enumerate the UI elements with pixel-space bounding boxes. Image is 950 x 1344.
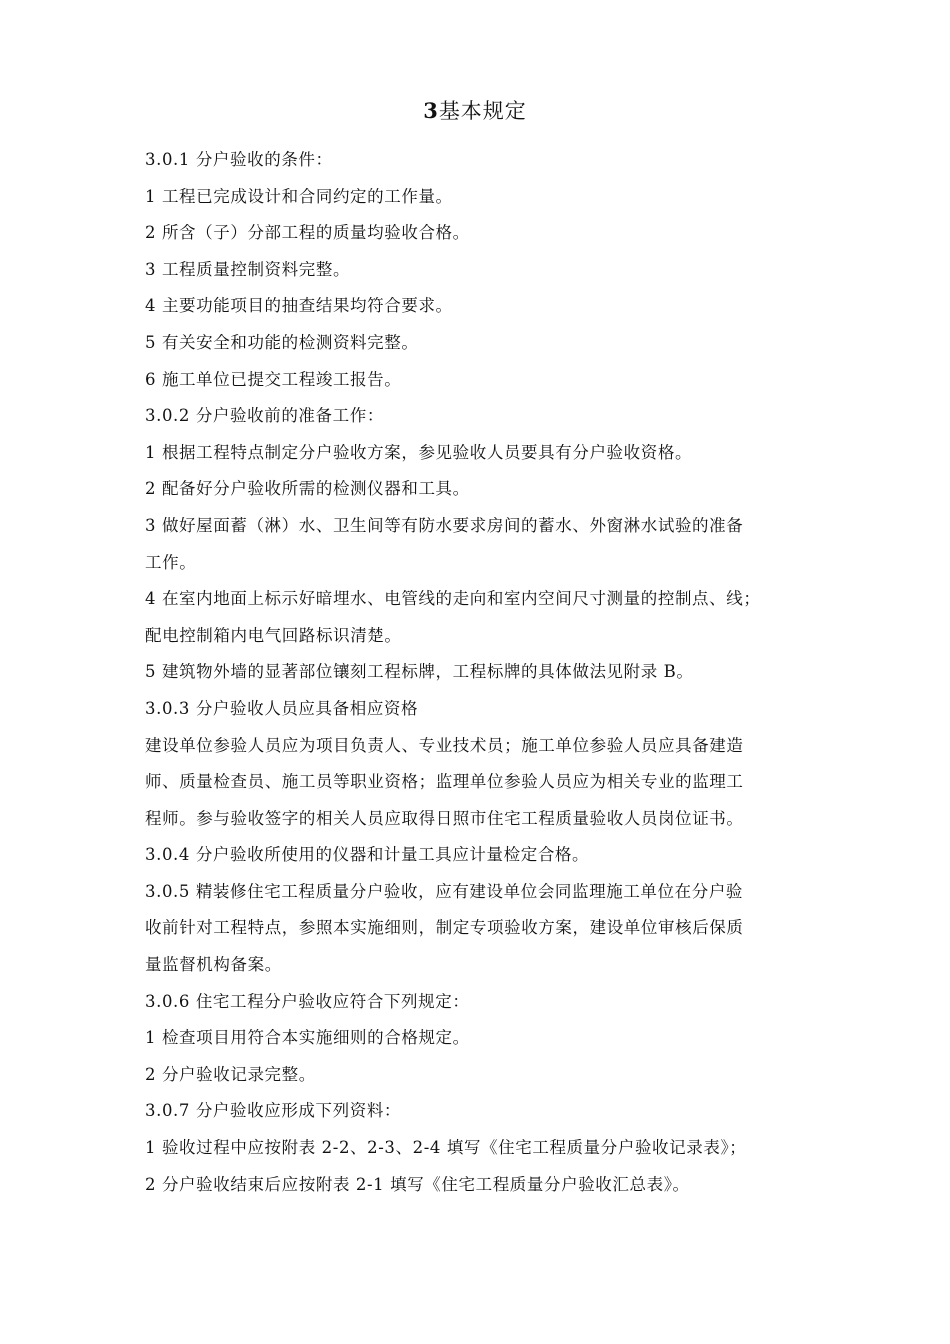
text-line: 工作。 — [145, 552, 197, 572]
section-number: 3 — [423, 98, 439, 123]
text-line: 4 主要功能项目的抽查结果均符合要求。 — [145, 296, 453, 316]
text-line: 5 有关安全和功能的检测资料完整。 — [145, 332, 419, 352]
text-line: 1 检查项目用符合本实施细则的合格规定。 — [145, 1028, 470, 1048]
text-line: 程师。参与验收签字的相关人员应取得日照市住宅工程质量验收人员岗位证书。 — [145, 808, 744, 828]
text-line: 量监督机构备案。 — [145, 955, 282, 975]
section-body — [145, 142, 815, 1203]
text-line: 收前针对工程特点，参照本实施细则，制定专项验收方案，建设单位审核后保质 — [145, 918, 744, 938]
section-title-text: 基本规定 — [438, 99, 527, 123]
text-line: 3.0.2 分户验收前的准备工作： — [145, 406, 384, 426]
text-line: 2 分户验收结束后应按附表 2-1 填写《住宅工程质量分户验收汇总表》。 — [145, 1174, 690, 1194]
text-line: 建设单位参验人员应为项目负责人、专业技术员；施工单位参验人员应具备建造 — [145, 735, 744, 755]
text-line: 3.0.7 分户验收应形成下列资料： — [145, 1101, 402, 1121]
text-line: 3.0.3 分户验收人员应具备相应资格 — [145, 698, 419, 718]
text-line: 3 工程质量控制资料完整。 — [145, 259, 351, 279]
text-line: 1 验收过程中应按附表 2-2、2-3、2-4 填写《住宅工程质量分户验收记录表》； — [145, 1138, 747, 1158]
text-line: 6 施工单位已提交工程竣工报告。 — [145, 369, 402, 389]
text-line: 3.0.6 住宅工程分户验收应符合下列规定： — [145, 991, 470, 1011]
text-line: 2 配备好分户验收所需的检测仪器和工具。 — [145, 479, 470, 499]
text-line: 5 建筑物外墙的显著部位镶刻工程标牌，工程标牌的具体做法见附录 B。 — [145, 662, 694, 682]
text-line: 2 分户验收记录完整。 — [145, 1064, 316, 1084]
section-title — [0, 96, 950, 126]
text-line: 3.0.5 精装修住宅工程质量分户验收，应有建设单位会同监理施工单位在分户验 — [145, 881, 744, 901]
text-line: 3 做好屋面蓄（淋）水、卫生间等有防水要求房间的蓄水、外窗淋水试验的准备 — [145, 515, 744, 535]
text-line: 2 所含（子）分部工程的质量均验收合格。 — [145, 223, 470, 243]
text-line: 师、质量检查员、施工员等职业资格；监理单位参验人员应为相关专业的监理工 — [145, 772, 744, 792]
text-line: 3.0.1 分户验收的条件： — [145, 150, 333, 169]
text-line: 1 工程已完成设计和合同约定的工作量。 — [145, 186, 453, 206]
text-line: 3.0.4 分户验收所使用的仪器和计量工具应计量检定合格。 — [145, 845, 590, 865]
text-line: 4 在室内地面上标示好暗埋水、电管线的走向和室内空间尺寸测量的控制点、线； — [145, 589, 761, 609]
text-line: 1 根据工程特点制定分户验收方案，参见验收人员要具有分户验收资格。 — [145, 442, 693, 462]
text-line: 配电控制箱内电气回路标识清楚。 — [145, 625, 402, 645]
